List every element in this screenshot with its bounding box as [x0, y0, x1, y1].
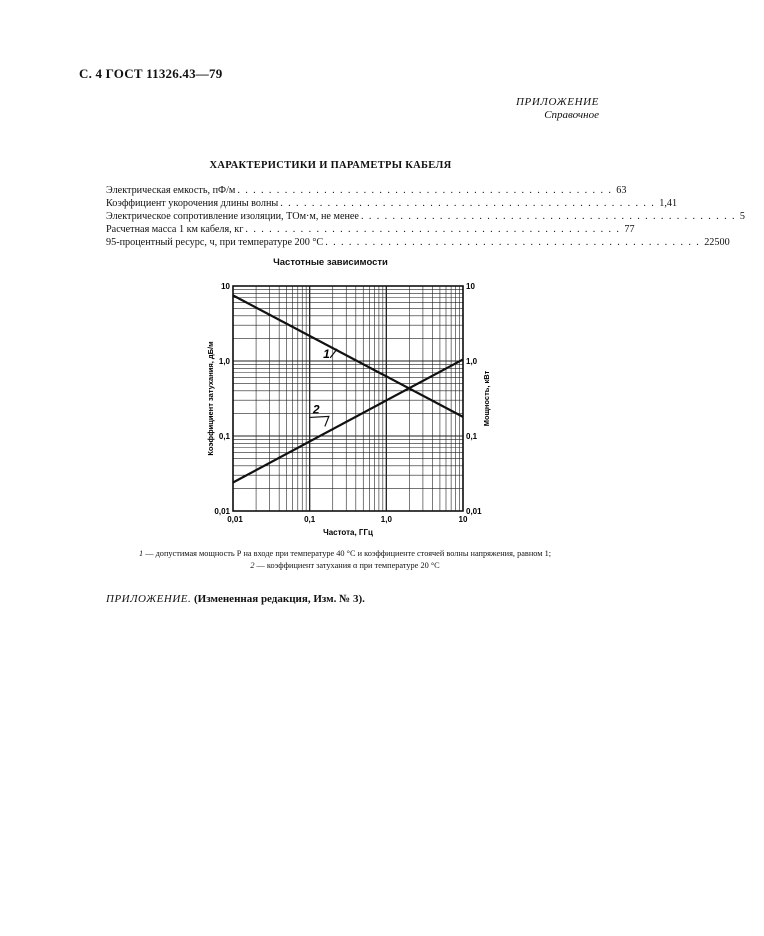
parameter-value: 77: [624, 224, 635, 235]
caption-line-2: [90, 560, 600, 572]
appendix-label: [516, 96, 599, 122]
parameter-row: [106, 184, 627, 197]
y-axis-label-left: Коэффициент затухания, дБ/м: [206, 341, 215, 456]
caption-number-1: 1: [138, 549, 144, 558]
x-tick-label: 0,01: [227, 515, 243, 524]
parameter-label: Коэффициент укорочения длины волны: [106, 198, 279, 209]
parameter-value: 63: [616, 185, 627, 196]
parameter-value: 5: [739, 211, 746, 222]
caption-number-2: 2: [250, 561, 255, 570]
parameter-row: [106, 236, 730, 249]
parameters-list: [106, 184, 746, 249]
parameter-value: 1,41: [659, 198, 678, 209]
section-title: ХАРАКТЕРИСТИКИ И ПАРАМЕТРЫ КАБЕЛЯ: [209, 160, 452, 171]
x-tick-label: 0,1: [304, 515, 316, 524]
amendment-appendix: ПРИЛОЖЕНИЕ.: [106, 593, 192, 605]
y-axis-label-right: Мощность, кВт: [482, 370, 491, 427]
parameter-row: [106, 197, 678, 210]
y-tick-label-right: 1,0: [466, 357, 478, 366]
x-tick-label: 1,0: [380, 515, 392, 524]
series-label-1-leader: [330, 349, 337, 358]
frequency-chart: [200, 275, 500, 540]
figure-caption: [90, 548, 600, 572]
caption-line-1: [90, 548, 600, 560]
parameter-row: [106, 223, 635, 236]
appendix-title: ПРИЛОЖЕНИЕ: [516, 96, 599, 108]
caption-text-2: — коэффициент затухания α при температуре 20 °С: [254, 561, 440, 570]
parameter-label: Расчетная масса 1 км кабеля, кг: [106, 224, 244, 235]
parameter-row: [106, 210, 746, 223]
leader-dots: . . . . . . . . . . . . . . . . . . . . . . . . . . . . . . . . . . . . . . . . . . . . . . . .: [360, 211, 736, 222]
parameter-label: Электрическая емкость, пФ/м: [106, 185, 236, 196]
series-label-1: 1: [323, 346, 330, 361]
parameter-label: 95-процентный ресурс, ч, при температуре 200 °С: [106, 237, 324, 248]
chart-title: Частотные зависимости: [273, 257, 388, 268]
leader-dots: . . . . . . . . . . . . . . . . . . . . . . . . . . . . . . . . . . . . . . . . . . . . . . . .: [237, 185, 613, 196]
leader-dots: . . . . . . . . . . . . . . . . . . . . . . . . . . . . . . . . . . . . . . . . . . . . . . . .: [325, 237, 701, 248]
y-tick-label-left: 1,0: [218, 357, 230, 366]
series-label-2: 2: [312, 402, 320, 417]
y-tick-label-right: 10: [466, 282, 475, 291]
y-tick-label-left: 0,1: [218, 432, 230, 441]
y-tick-label-left: 0,01: [214, 507, 230, 516]
leader-dots: . . . . . . . . . . . . . . . . . . . . . . . . . . . . . . . . . . . . . . . . . . . . . . . .: [280, 198, 656, 209]
amendment-text: (Измененная редакция, Изм. № 3).: [191, 593, 365, 605]
leader-dots: . . . . . . . . . . . . . . . . . . . . . . . . . . . . . . . . . . . . . . . . . . . . . . . .: [245, 224, 621, 235]
page-header: С. 4 ГОСТ 11326.43—79: [79, 66, 223, 81]
amendment-note: [106, 593, 365, 605]
x-axis-label: Частота, ГГц: [323, 528, 373, 537]
appendix-subtitle: Справочное: [544, 109, 599, 121]
series-line-1: [233, 295, 463, 416]
y-tick-label-right: 0,1: [466, 432, 478, 441]
y-tick-label-right: 0,01: [466, 507, 482, 516]
caption-text-1: — допустимая мощность Р на входе при температуре 40 °С и коэффициенте стоячей волны напряжения, равном 1;: [143, 549, 552, 558]
parameter-value: 22500: [704, 237, 730, 248]
series-label-2-leader: [310, 416, 329, 426]
x-tick-label: 10: [458, 515, 468, 524]
parameter-label: Электрическое сопротивление изоляции, ТОм·м, не менее: [106, 211, 359, 222]
y-tick-label-left: 10: [221, 282, 230, 291]
